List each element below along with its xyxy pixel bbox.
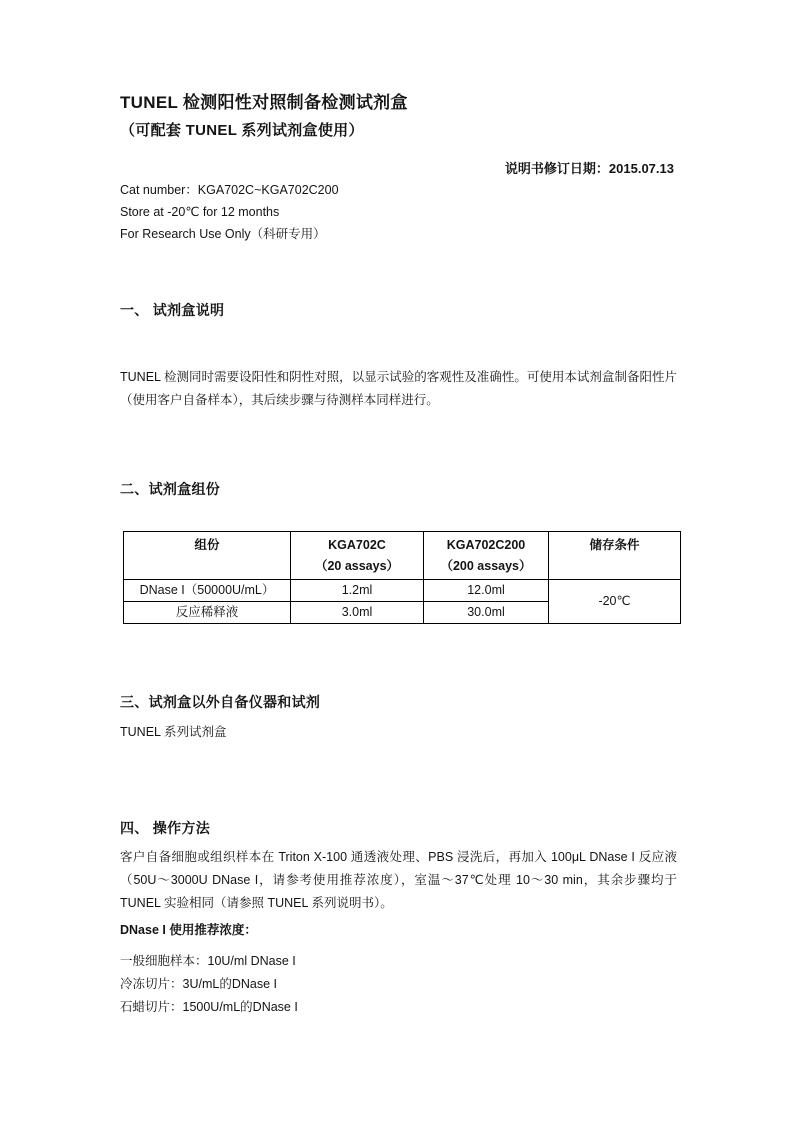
col-header-component — [124, 532, 291, 580]
components-table — [123, 531, 681, 624]
col-header-kga702c-line2: （20 assays） — [314, 559, 400, 573]
cell-dnase-200assays: 12.0ml — [424, 580, 549, 602]
cell-diluent-200assays: 30.0ml — [424, 602, 549, 624]
cell-storage-condition: -20℃ — [549, 580, 681, 624]
col-header-storage-line1: 储存条件 — [589, 538, 640, 552]
col-header-kga702c-line1: KGA702C — [328, 538, 386, 552]
col-header-component-line1: 组份 — [194, 538, 220, 552]
document-title: TUNEL 检测阳性对照制备检测试剂盒 — [120, 93, 408, 112]
dnase-item-paraffin-section: 石蜡切片：1500U/mL的DNase I — [120, 1000, 298, 1014]
storage-instruction: Store at -20℃ for 12 months — [120, 205, 280, 219]
table-header-row — [124, 532, 681, 580]
col-header-kga702c200 — [424, 532, 549, 580]
section2-heading: 二、试剂盒组份 — [120, 481, 221, 497]
dnase-recommendation-heading: DNase I 使用推荐浓度： — [120, 923, 257, 937]
section4-heading: 四、 操作方法 — [120, 820, 210, 836]
cell-diluent-20assays: 3.0ml — [291, 602, 424, 624]
col-header-storage-line2 — [549, 556, 680, 577]
section4-body: 客户自备细胞或组织样本在 Triton X-100 通透液处理、PBS 浸洗后，再加入 100μL DNase I 反应液（50U～3000U DNase I，请参考使用推荐浓度），室温～37℃处理 10～30 min，其余步骤均于 TUNEL 实验相同（请参照 TUNEL 系列说明书）。 — [120, 850, 677, 910]
cell-dnase-20assays: 1.2ml — [291, 580, 424, 602]
section1-body: TUNEL 检测同时需要设阳性和阴性对照，以显示试验的客观性及准确性。可使用本试剂盒制备阳性片（使用客户自备样本），其后续步骤与待测样本同样进行。 — [120, 370, 677, 407]
col-header-kga702c200-line1: KGA702C200 — [446, 538, 526, 552]
cat-number: Cat number：KGA702C~KGA702C200 — [120, 183, 339, 197]
research-use-statement: For Research Use Only（科研专用） — [120, 227, 326, 241]
col-header-component-line2 — [124, 556, 290, 577]
col-header-kga702c200-line2: （200 assays） — [440, 559, 532, 573]
dnase-item-cell-sample: 一般细胞样本：10U/ml DNase I — [120, 954, 296, 968]
dnase-item-frozen-section: 冷冻切片：3U/mL的DNase I — [120, 977, 277, 991]
dnase-recommendation-list — [120, 950, 298, 1019]
cell-component-dnase: DNase I（50000U/mL） — [124, 580, 291, 602]
cell-component-diluent: 反应稀释液 — [124, 602, 291, 624]
document-subtitle: （可配套 TUNEL 系列试剂盒使用） — [120, 122, 364, 139]
col-header-kga702c — [291, 532, 424, 580]
col-header-storage — [549, 532, 681, 580]
section1-heading: 一、 试剂盒说明 — [120, 302, 225, 318]
section3-body: TUNEL 系列试剂盒 — [120, 725, 227, 739]
section3-heading: 三、试剂盒以外自备仪器和试剂 — [120, 694, 321, 710]
table-row-dnase — [124, 580, 681, 602]
revision-date: 说明书修订日期：2015.07.13 — [504, 161, 674, 176]
